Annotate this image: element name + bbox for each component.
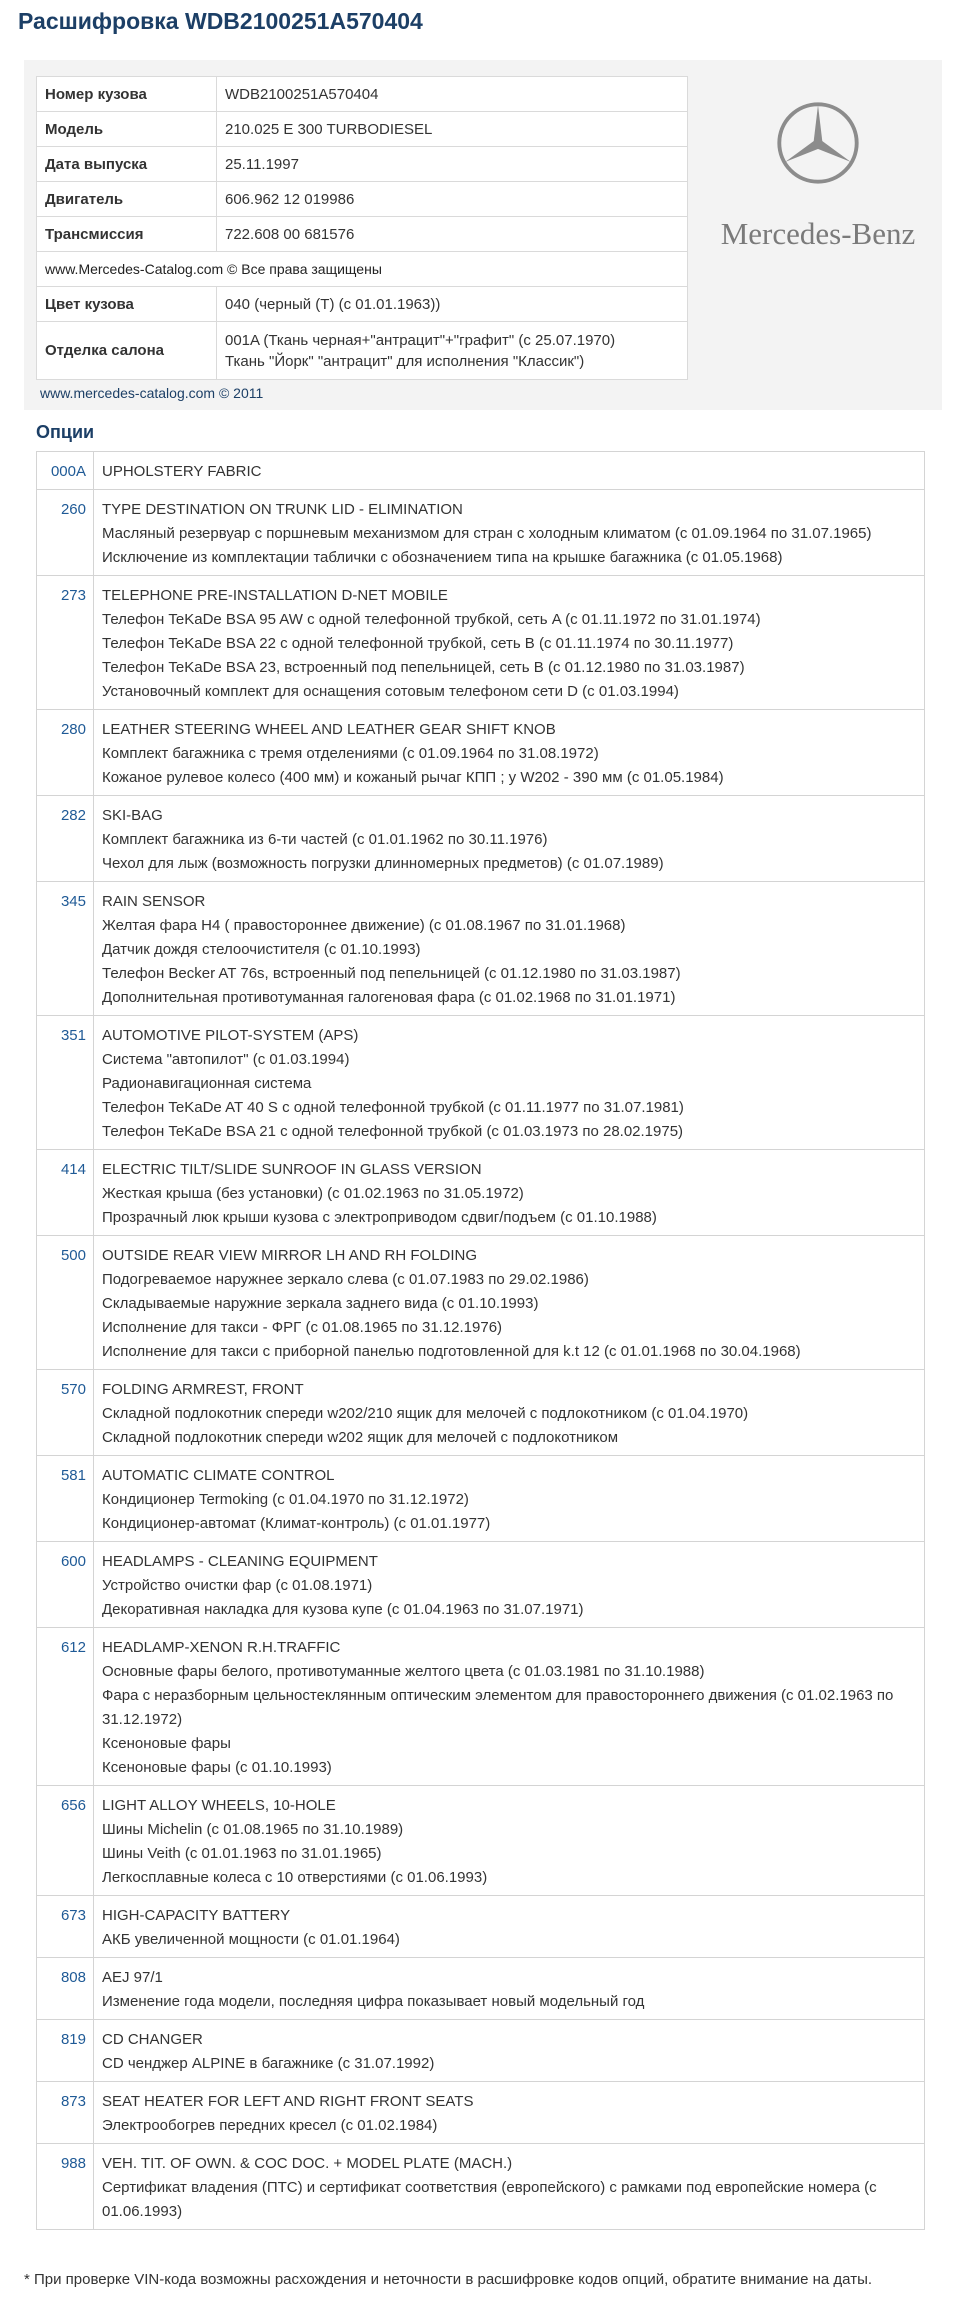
info-value	[217, 322, 688, 380]
option-detail: Радионавигационная система	[102, 1075, 312, 1092]
option-title: ELECTRIC TILT/SLIDE SUNROOF IN GLASS VERSION	[102, 1161, 482, 1178]
option-code: 282	[37, 796, 94, 882]
option-title: LIGHT ALLOY WHEELS, 10-HOLE	[102, 1797, 336, 1814]
option-description	[94, 452, 925, 490]
option-code: 500	[37, 1236, 94, 1370]
option-detail: Сертификат владения (ПТС) и сертификат соответствия (европейского) с рамками под европейские номера (с 01.06.1993)	[102, 2179, 877, 2220]
option-detail: Складной подлокотник спереди w202/210 ящик для мелочей с подлокотником (с 01.04.1970)	[102, 1405, 749, 1422]
option-title: OUTSIDE REAR VIEW MIRROR LH AND RH FOLDING	[102, 1247, 478, 1264]
info-value: 25.11.1997	[217, 147, 688, 182]
option-description	[94, 1786, 925, 1896]
option-row	[37, 2082, 925, 2144]
info-label: Цвет кузова	[37, 287, 217, 322]
option-detail: Декоративная накладка для кузова купе (с 01.04.1963 по 31.07.1971)	[102, 1601, 584, 1618]
info-row-model	[37, 112, 688, 147]
page-title: Расшифровка WDB2100251A570404	[18, 8, 423, 34]
option-detail: Чехол для лыж (возможность погрузки длинномерных предметов) (с 01.07.1989)	[102, 855, 664, 872]
option-row	[37, 1542, 925, 1628]
option-detail: Установочный комплект для оснащения сотовым телефоном сети D (с 01.03.1994)	[102, 683, 679, 700]
option-row	[37, 452, 925, 490]
option-detail: Система "автопилот" (с 01.03.1994)	[102, 1051, 350, 1068]
option-detail: Складной подлокотник спереди w202 ящик для мелочей с подлокотником	[102, 1429, 619, 1446]
option-title: RAIN SENSOR	[102, 893, 206, 910]
option-detail: Кондиционер-автомат (Климат-контроль) (с 01.01.1977)	[102, 1515, 491, 1532]
option-description	[94, 882, 925, 1016]
trim-line: 001A (Ткань черная+"антрацит"+"графит" (с 25.07.1970)	[225, 331, 616, 349]
option-title: AUTOMOTIVE PILOT-SYSTEM (APS)	[102, 1027, 359, 1044]
info-row-body-number	[37, 77, 688, 112]
option-code: 570	[37, 1370, 94, 1456]
option-row	[37, 576, 925, 710]
option-title: FOLDING ARMREST, FRONT	[102, 1381, 304, 1398]
option-row	[37, 2144, 925, 2230]
option-code: 280	[37, 710, 94, 796]
option-detail: Складываемые наружние зеркала заднего вида (с 01.10.1993)	[102, 1295, 539, 1312]
info-row-engine	[37, 182, 688, 217]
option-row	[37, 1456, 925, 1542]
option-detail: Телефон TeKaDe AT 40 S с одной телефонной трубкой (с 01.11.1977 по 31.07.1981)	[102, 1099, 684, 1116]
option-code: 260	[37, 490, 94, 576]
option-title: TELEPHONE PRE-INSTALLATION D-NET MOBILE	[102, 587, 448, 604]
option-row	[37, 1958, 925, 2020]
option-detail: Масляный резервуар с поршневым механизмом для стран с холодным климатом (с 01.09.1964 по 31.07.1965)	[102, 525, 872, 542]
option-code: 345	[37, 882, 94, 1016]
option-detail: Фара с неразборным цельностеклянным оптическим элементом для правостороннего движения (с 01.02.1963 по 31.12.1972)	[102, 1687, 894, 1728]
mercedes-star-icon	[775, 100, 861, 186]
option-detail: Датчик дождя стелоочистителя (с 01.10.1993)	[102, 941, 421, 958]
option-title: CD CHANGER	[102, 2031, 203, 2048]
option-description	[94, 576, 925, 710]
option-detail: Желтая фара H4 ( правостороннее движение) (с 01.08.1967 по 31.01.1968)	[102, 917, 626, 934]
option-description	[94, 710, 925, 796]
option-code: 873	[37, 2082, 94, 2144]
option-description	[94, 796, 925, 882]
option-row	[37, 710, 925, 796]
option-detail: Комплект багажника с тремя отделениями (с 01.09.1964 по 31.08.1972)	[102, 745, 599, 762]
option-title: TYPE DESTINATION ON TRUNK LID - ELIMINATION	[102, 501, 463, 518]
option-code: 414	[37, 1150, 94, 1236]
option-row	[37, 1628, 925, 1786]
option-code: 988	[37, 2144, 94, 2230]
option-detail: Шины Michelin (с 01.08.1965 по 31.10.1989)	[102, 1821, 404, 1838]
option-detail: Жесткая крыша (без установки) (с 01.02.1963 по 31.05.1972)	[102, 1185, 524, 1202]
option-detail: Телефон Becker AT 76s, встроенный под пепельницей (с 01.12.1980 по 31.03.1987)	[102, 965, 681, 982]
option-detail: Исключение из комплектации таблички с обозначением типа на крышке багажника (с 01.05.1968)	[102, 549, 783, 566]
option-row	[37, 1370, 925, 1456]
option-detail: Основные фары белого, противотуманные желтого цвета (с 01.03.1981 по 31.10.1988)	[102, 1663, 705, 1680]
option-title: AEJ 97/1	[102, 1969, 163, 1986]
option-description	[94, 1958, 925, 2020]
option-title: HEADLAMPS - CLEANING EQUIPMENT	[102, 1553, 378, 1570]
option-detail: Дополнительная противотуманная галогеновая фара (с 01.02.1968 по 31.01.1971)	[102, 989, 676, 1006]
info-label: Трансмиссия	[37, 217, 217, 252]
rights-notice: www.Mercedes-Catalog.com © Все права защищены	[37, 252, 688, 287]
info-label: Дата выпуска	[37, 147, 217, 182]
option-row	[37, 1016, 925, 1150]
copyright-link[interactable]: www.mercedes-catalog.com © 2011	[40, 385, 264, 401]
option-row	[37, 882, 925, 1016]
info-row-notice	[37, 252, 688, 287]
option-code: 656	[37, 1786, 94, 1896]
option-row	[37, 490, 925, 576]
info-value: 722.608 00 681576	[217, 217, 688, 252]
option-detail: Шины Veith (с 01.01.1963 по 31.01.1965)	[102, 1845, 382, 1862]
option-detail: Исполнение для такси с приборной панелью подготовленной для k.t 12 (с 01.01.1968 по 30.04.1968)	[102, 1343, 801, 1360]
info-value: WDB2100251A570404	[217, 77, 688, 112]
option-description	[94, 1542, 925, 1628]
option-code: 819	[37, 2020, 94, 2082]
option-title: HEADLAMP-XENON R.H.TRAFFIC	[102, 1639, 341, 1656]
info-value: 040 (черный (T) (с 01.01.1963))	[217, 287, 688, 322]
option-detail: Телефон TeKaDe BSA 95 AW с одной телефонной трубкой, сеть A (с 01.11.1972 по 31.01.1974)	[102, 611, 761, 628]
option-detail: Кондиционер Termoking (с 01.04.1970 по 31.12.1972)	[102, 1491, 469, 1508]
option-title: HIGH-CAPACITY BATTERY	[102, 1907, 291, 1924]
option-row	[37, 1896, 925, 1958]
option-row	[37, 1236, 925, 1370]
option-code: 273	[37, 576, 94, 710]
option-row	[37, 1150, 925, 1236]
info-label: Номер кузова	[37, 77, 217, 112]
info-label: Двигатель	[37, 182, 217, 217]
info-row-body-color	[37, 287, 688, 322]
brand-logo	[700, 100, 936, 252]
info-label: Отделка салона	[37, 322, 217, 380]
option-detail: Легкосплавные колеса с 10 отверстиями (с 01.06.1993)	[102, 1869, 488, 1886]
disclaimer-footnote: * При проверке VIN-кода возможны расхождения и неточности в расшифровке кодов опций, обратите внимание на даты.	[24, 2271, 873, 2288]
info-row-production-date	[37, 147, 688, 182]
option-detail: Ксеноновые фары	[102, 1735, 231, 1752]
option-code: 808	[37, 1958, 94, 2020]
option-description	[94, 2082, 925, 2144]
option-title: AUTOMATIC CLIMATE CONTROL	[102, 1467, 335, 1484]
info-row-transmission	[37, 217, 688, 252]
option-title: VEH. TIT. OF OWN. & COC DOC. + MODEL PLATE (MACH.)	[102, 2155, 513, 2172]
option-row	[37, 1786, 925, 1896]
option-description	[94, 1236, 925, 1370]
option-description	[94, 1896, 925, 1958]
option-detail: Исполнение для такси - ФРГ (с 01.08.1965 по 31.12.1976)	[102, 1319, 503, 1336]
option-description	[94, 1150, 925, 1236]
option-detail: Изменение года модели, последняя цифра показывает новый модельный год	[102, 1993, 645, 2010]
option-title: SKI-BAG	[102, 807, 163, 824]
option-code: 581	[37, 1456, 94, 1542]
option-detail: Прозрачный люк крыши кузова с электроприводом сдвиг/подъем (с 01.10.1988)	[102, 1209, 657, 1226]
option-description	[94, 2144, 925, 2230]
option-description	[94, 1370, 925, 1456]
option-detail: Кожаное рулевое колесо (400 мм) и кожаный рычаг КПП ; у W202 - 390 мм (с 01.05.1984)	[102, 769, 724, 786]
option-detail: Телефон TeKaDe BSA 21 с одной телефонной трубкой (с 01.03.1973 по 28.02.1975)	[102, 1123, 684, 1140]
brand-name: Mercedes-Benz	[720, 216, 916, 251]
option-detail: CD ченджер ALPINE в багажнике (с 31.07.1992)	[102, 2055, 435, 2072]
options-heading: Опции	[36, 422, 95, 442]
option-row	[37, 796, 925, 882]
option-description	[94, 490, 925, 576]
option-detail: Телефон TeKaDe BSA 22 с одной телефонной трубкой, сеть B (с 01.11.1974 по 30.11.1977)	[102, 635, 734, 652]
options-table	[36, 451, 925, 2230]
option-detail: Телефон TeKaDe BSA 23, встроенный под пепельницей, сеть B (с 01.12.1980 по 31.03.1987)	[102, 659, 745, 676]
option-detail: Подогреваемое наружнее зеркало слева (с 01.07.1983 по 29.02.1986)	[102, 1271, 589, 1288]
option-detail: Электрообогрев передних кресел (с 01.02.1984)	[102, 2117, 438, 2134]
info-value: 210.025 E 300 TURBODIESEL	[217, 112, 688, 147]
option-detail: Комплект багажника из 6-ти частей (с 01.01.1962 по 30.11.1976)	[102, 831, 548, 848]
option-description	[94, 1456, 925, 1542]
option-title: UPHOLSTERY FABRIC	[102, 463, 262, 480]
vehicle-info-panel	[24, 60, 942, 410]
option-code: 351	[37, 1016, 94, 1150]
info-row-interior-trim	[37, 322, 688, 380]
option-description	[94, 2020, 925, 2082]
option-detail: Ксеноновые фары (с 01.10.1993)	[102, 1759, 332, 1776]
option-title: LEATHER STEERING WHEEL AND LEATHER GEAR SHIFT KNOB	[102, 721, 556, 738]
option-description	[94, 1628, 925, 1786]
option-detail: АКБ увеличенной мощности (с 01.01.1964)	[102, 1931, 400, 1948]
option-description	[94, 1016, 925, 1150]
option-code: 612	[37, 1628, 94, 1786]
option-code: 600	[37, 1542, 94, 1628]
info-label: Модель	[37, 112, 217, 147]
vehicle-info-table	[36, 76, 688, 380]
trim-line: Ткань "Йорк" "антрацит" для исполнения "Классик")	[225, 352, 585, 370]
option-title: SEAT HEATER FOR LEFT AND RIGHT FRONT SEATS	[102, 2093, 474, 2110]
option-detail: Устройство очистки фар (с 01.08.1971)	[102, 1577, 373, 1594]
option-code: 673	[37, 1896, 94, 1958]
option-row	[37, 2020, 925, 2082]
info-value: 606.962 12 019986	[217, 182, 688, 217]
option-code: 000A	[37, 452, 94, 490]
